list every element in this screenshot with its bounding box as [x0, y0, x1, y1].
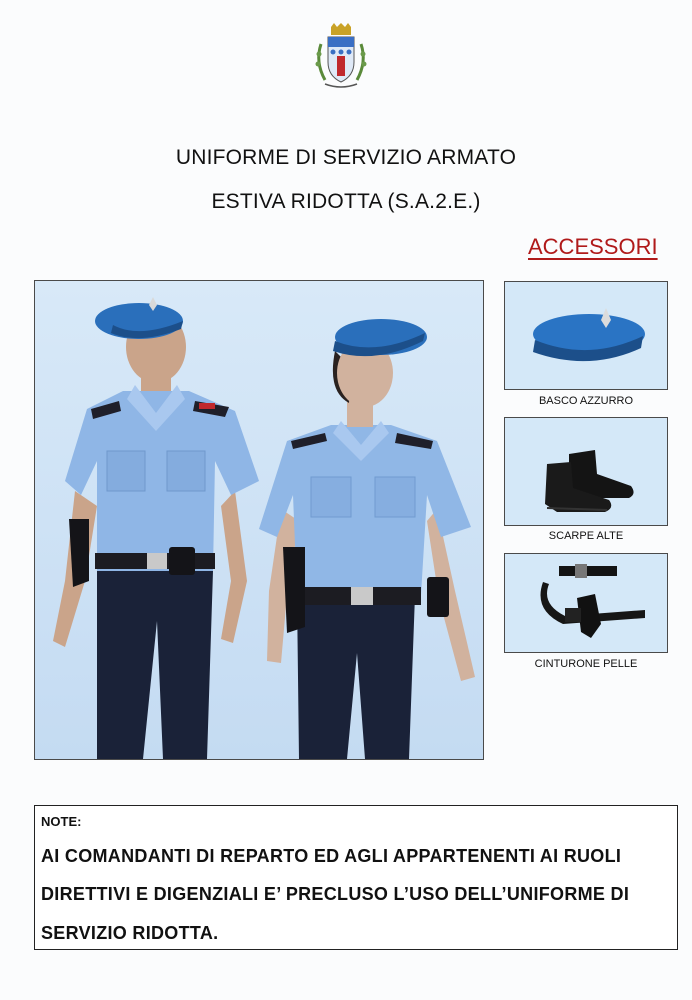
- accessory-label-belt: CINTURONE PELLE: [534, 658, 638, 670]
- accessory-beret-image: [504, 281, 668, 390]
- accessory-belt-image: [504, 553, 668, 653]
- boots-icon: [505, 418, 667, 525]
- accessory-label-beret: BASCO AZZURRO: [538, 395, 634, 407]
- mannequins-illustration: [35, 281, 483, 759]
- accessory-boots-image: [504, 417, 668, 526]
- beret-icon: [505, 282, 667, 389]
- page-title-line1: UNIFORME DI SERVIZIO ARMATO: [175, 146, 517, 169]
- note-line: SERVIZIO RIDOTTA.: [41, 923, 219, 943]
- note-box: [34, 805, 678, 950]
- note-line: DIRETTIVI E DIGENZIALI E’ PRECLUSO L’USO DELL’UNIFORME DI: [41, 884, 630, 904]
- note-label: NOTE:: [41, 814, 82, 829]
- uniform-photo: [34, 280, 484, 760]
- crest-emblem: [311, 22, 371, 92]
- note-line: AI COMANDANTI DI REPARTO ED AGLI APPARTENENTI AI RUOLI: [41, 846, 622, 866]
- page-title-line2: ESTIVA RIDOTTA (S.A.2.E.): [211, 190, 481, 213]
- accessories-heading: ACCESSORI: [528, 234, 658, 259]
- accessory-label-boots: SCARPE ALTE: [548, 530, 624, 542]
- belt-holster-icon: [505, 554, 667, 652]
